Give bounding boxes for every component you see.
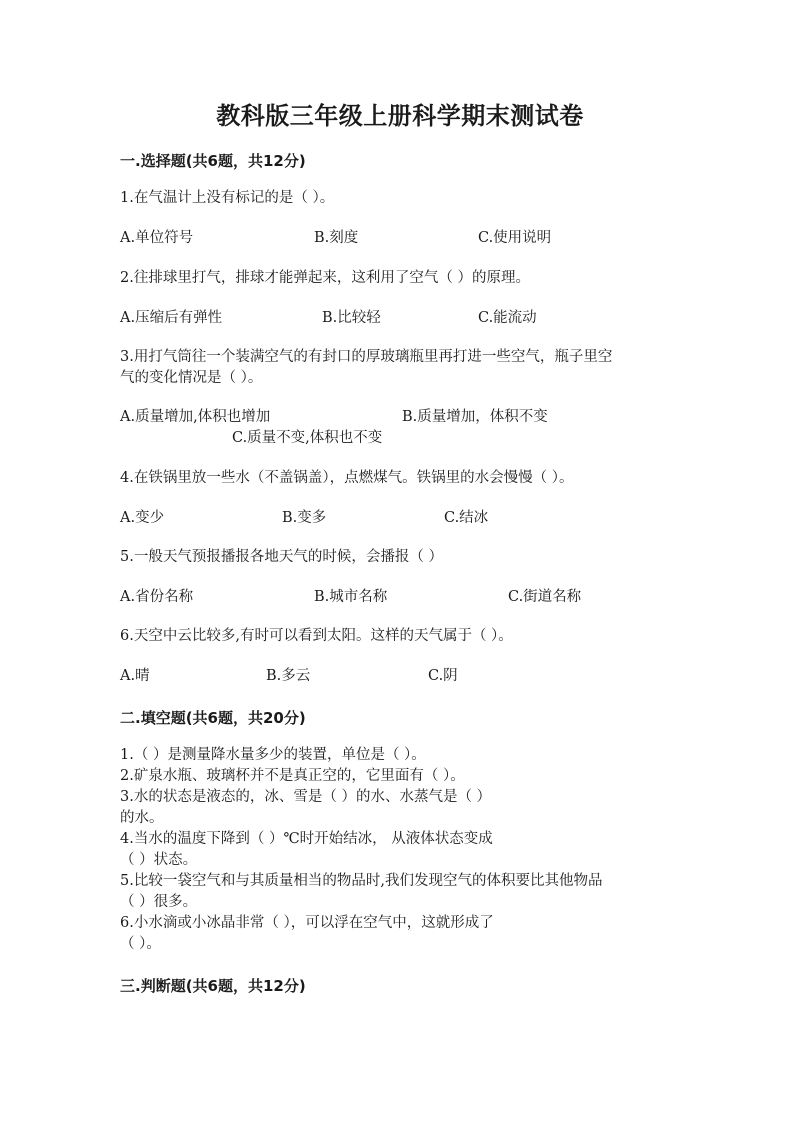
fill-line-8: （ ）很多。	[120, 894, 198, 910]
question-2-option-a: A.压缩后有弹性	[120, 310, 223, 326]
question-3-option-a: A.质量增加,体积也增加	[120, 409, 271, 425]
question-4: 4.在铁锅里放一些水（不盖锅盖），点燃煤气。铁锅里的水会慢慢（ ）。	[120, 470, 574, 486]
question-5-option-a: A.省份名称	[120, 589, 194, 605]
question-1: 1.在气温计上没有标记的是（ ）。	[120, 190, 335, 206]
fill-line-1: 1.（ ）是测量降水量多少的装置，单位是（ ）。	[120, 747, 426, 763]
fill-line-10: （ ）。	[120, 936, 161, 952]
fill-line-3: 3.水的状态是液态的，冰、雪是（ ）的水、水蒸气是（ ）	[120, 789, 492, 805]
fill-line-7: 5.比较一袋空气和与其质量相当的物品时,我们发现空气的体积要比其他物品	[120, 873, 603, 889]
question-2: 2.往排球里打气，排球才能弹起来，这利用了空气（ ）的原理。	[120, 270, 530, 286]
question-3-option-b: B.质量增加，体积不变	[402, 409, 548, 425]
fill-line-2: 2.矿泉水瓶、玻璃杯并不是真正空的，它里面有（ ）。	[120, 768, 465, 784]
question-4-option-c: C.结冰	[444, 510, 489, 526]
question-6-option-b: B.多云	[266, 668, 311, 684]
fill-line-4: 的水。	[120, 810, 164, 826]
question-3-option-c: C.质量不变,体积也不变	[232, 430, 383, 446]
fill-line-6: （ ）状态。	[120, 852, 198, 868]
question-6: 6.天空中云比较多,有时可以看到太阳。这样的天气属于（ ）。	[120, 628, 513, 644]
question-1-option-b: B.刻度	[314, 230, 359, 246]
section-heading-true-false: 三.判断题(共6题，共12分)	[120, 977, 306, 995]
question-4-option-a: A.变少	[120, 510, 165, 526]
question-4-option-b: B.变多	[282, 510, 327, 526]
fill-line-5: 4.当水的温度下降到（ ）℃时开始结冰， 从液体状态变成	[120, 831, 493, 847]
section-heading-fill-in: 二.填空题(共6题，共20分)	[120, 709, 306, 727]
question-5: 5.一般天气预报播报各地天气的时候，会播报（ ）	[120, 549, 443, 565]
question-2-option-b: B.比较轻	[322, 310, 381, 326]
question-3-line-2: 气的变化情况是（ ）。	[120, 370, 263, 386]
question-1-option-c: C.使用说明	[478, 230, 552, 246]
question-3-line-1: 3.用打气筒往一个装满空气的有封口的厚玻璃瓶里再打进一些空气，瓶子里空	[120, 349, 613, 365]
question-5-option-c: C.街道名称	[508, 589, 582, 605]
question-6-option-c: C.阴	[428, 668, 458, 684]
page-title: 教科版三年级上册科学期末测试卷	[216, 102, 584, 130]
question-2-option-c: C.能流动	[478, 310, 537, 326]
question-5-option-b: B.城市名称	[314, 589, 388, 605]
question-1-option-a: A.单位符号	[120, 230, 194, 246]
question-6-option-a: A.晴	[120, 668, 150, 684]
section-heading-choice: 一.选择题(共6题，共12分)	[120, 152, 306, 170]
fill-line-9: 6.小水滴或小冰晶非常（ ），可以浮在空气中，这就形成了	[120, 915, 494, 931]
